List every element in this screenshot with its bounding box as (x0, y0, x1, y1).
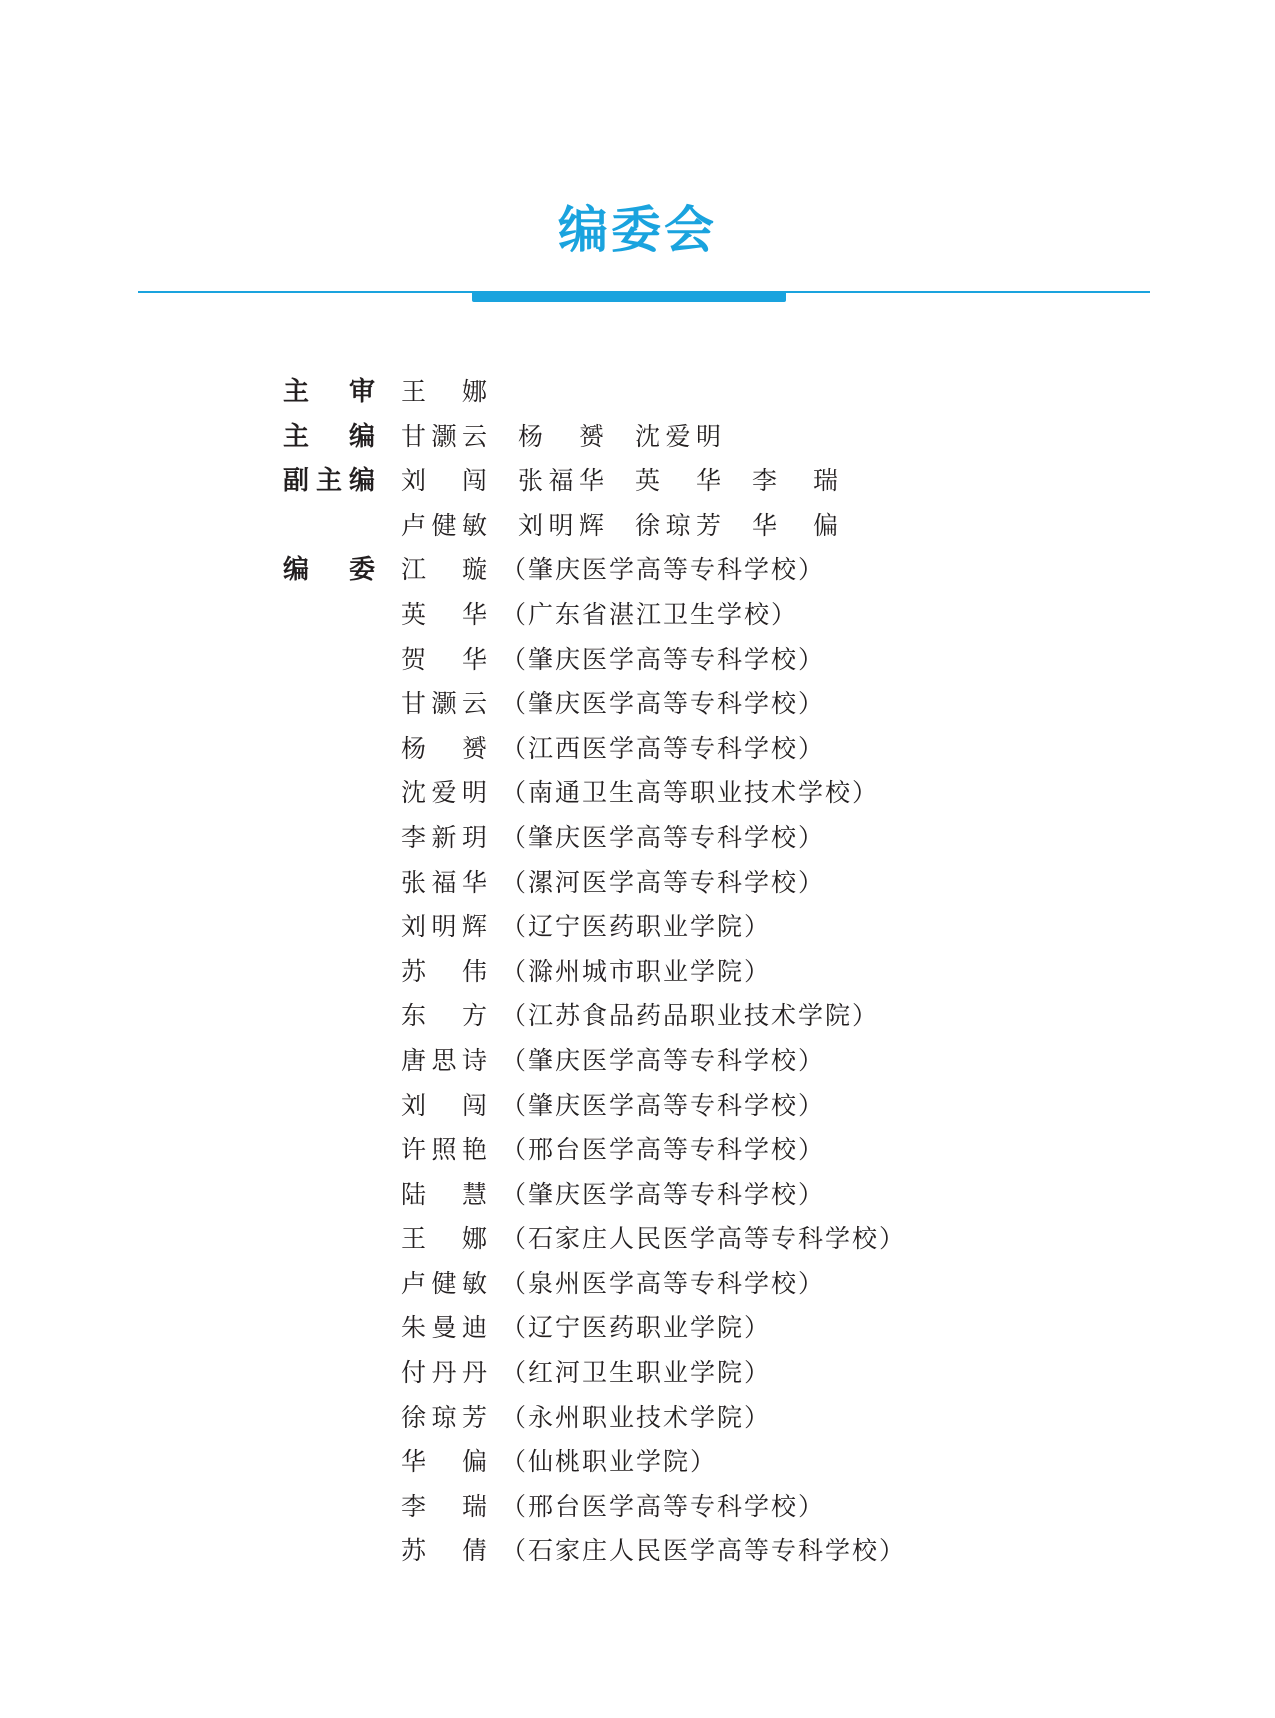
role-label-chief-editor: 主编 (283, 421, 375, 452)
chief-editor-row (283, 415, 983, 460)
page-title: 编委会 (558, 201, 717, 259)
member-name: 李 瑞 (401, 1491, 487, 1521)
board-member-row (283, 1039, 983, 1084)
member-institution: （漯河医学高等专科学校） (501, 867, 826, 897)
member-institution: （泉州医学高等专科学校） (501, 1268, 826, 1298)
board-member-row (283, 638, 983, 683)
member-name: 苏 伟 (401, 956, 487, 986)
member-institution: （肇庆医学高等专科学校） (501, 822, 826, 852)
board-member-row (283, 1128, 983, 1173)
member-name: 刘明辉 (401, 912, 487, 942)
member-institution: （仙桃职业学院） (501, 1447, 718, 1477)
member-name: 贺 华 (401, 644, 487, 674)
member-institution: （石家庄人民医学高等专科学校） (501, 1224, 907, 1254)
member-institution: （红河卫生职业学院） (501, 1358, 772, 1388)
member-name: 许照艳 (401, 1135, 487, 1165)
chief-editor-names (401, 415, 721, 460)
board-member-row (283, 950, 983, 995)
member-institution: （肇庆医学高等专科学校） (501, 644, 826, 674)
role-label-deputy-editor: 副主编 (283, 466, 375, 497)
board-member-row (283, 682, 983, 727)
member-name: 江 璇 (401, 555, 487, 585)
person-name: 刘明辉 (518, 510, 604, 540)
board-member-row (283, 1262, 983, 1307)
board-member-row (283, 1351, 983, 1396)
member-name: 唐思诗 (401, 1045, 487, 1075)
member-institution: （永州职业技术学院） (501, 1402, 772, 1432)
member-name: 甘灏云 (401, 689, 487, 719)
member-institution: （肇庆医学高等专科学校） (501, 689, 826, 719)
board-member-row (283, 1173, 983, 1218)
member-name: 英 华 (401, 599, 487, 629)
board-member-row (283, 1529, 983, 1574)
person-name: 李 瑞 (752, 466, 838, 496)
board-member-row (283, 1217, 983, 1262)
board-member-row (283, 1485, 983, 1530)
person-name: 卢健敏 (401, 510, 487, 540)
person-name: 华 偏 (752, 510, 838, 540)
person-name: 英 华 (635, 466, 721, 496)
member-institution: （江苏食品药品职业技术学院） (501, 1001, 880, 1031)
member-name: 李新玥 (401, 822, 487, 852)
member-name: 徐琼芳 (401, 1402, 487, 1432)
member-name: 付丹丹 (401, 1358, 487, 1388)
member-name: 东 方 (401, 1001, 487, 1031)
member-institution: （辽宁医药职业学院） (501, 1313, 772, 1343)
member-institution: （邢台医学高等专科学校） (501, 1135, 826, 1165)
member-institution: （肇庆医学高等专科学校） (501, 1090, 826, 1120)
deputy-editor-names-continued (401, 504, 838, 549)
member-institution: （广东省湛江卫生学校） (501, 599, 799, 629)
board-member-row (283, 1084, 983, 1129)
member-name: 华 偏 (401, 1447, 487, 1477)
deputy-editor-row (283, 459, 983, 504)
member-institution: （江西医学高等专科学校） (501, 733, 826, 763)
board-member-row (283, 1306, 983, 1351)
board-member-row (283, 548, 983, 593)
member-name: 王 娜 (401, 1224, 487, 1254)
member-name: 朱曼迪 (401, 1313, 487, 1343)
member-name: 卢健敏 (401, 1268, 487, 1298)
member-name: 杨 赟 (401, 733, 487, 763)
person-name: 沈爱明 (635, 421, 721, 451)
board-member-row (283, 1440, 983, 1485)
board-member-row (283, 816, 983, 861)
board-member-row (283, 1396, 983, 1441)
role-label-editorial-board: 编委 (283, 555, 375, 586)
chief-reviewer-names (401, 370, 487, 415)
board-member-row (283, 905, 983, 950)
person-name: 甘灏云 (401, 421, 487, 451)
title-divider-accent-bar (472, 293, 786, 302)
person-name: 杨 赟 (518, 421, 604, 451)
member-institution: （石家庄人民医学高等专科学校） (501, 1536, 907, 1566)
member-institution: （邢台医学高等专科学校） (501, 1491, 826, 1521)
board-member-row (283, 593, 983, 638)
member-name: 刘 闯 (401, 1090, 487, 1120)
member-name: 张福华 (401, 867, 487, 897)
board-member-row (283, 994, 983, 1039)
committee-list (283, 370, 983, 1574)
person-name: 刘 闯 (401, 466, 487, 496)
member-institution: （南通卫生高等职业技术学校） (501, 778, 880, 808)
deputy-editor-row-continued (283, 504, 983, 549)
member-institution: （肇庆医学高等专科学校） (501, 1045, 826, 1075)
member-name: 陆 慧 (401, 1179, 487, 1209)
person-name: 王 娜 (401, 377, 487, 406)
deputy-editor-names (401, 459, 838, 504)
chief-reviewer-row (283, 370, 983, 415)
board-member-row (283, 771, 983, 816)
person-name: 徐琼芳 (635, 510, 721, 540)
member-institution: （辽宁医药职业学院） (501, 912, 772, 942)
member-institution: （滁州城市职业学院） (501, 956, 772, 986)
member-name: 苏 倩 (401, 1536, 487, 1566)
person-name: 张福华 (518, 466, 604, 496)
member-institution: （肇庆医学高等专科学校） (501, 1179, 826, 1209)
member-name: 沈爱明 (401, 778, 487, 808)
member-institution: （肇庆医学高等专科学校） (501, 555, 826, 585)
board-member-row (283, 727, 983, 772)
role-label-chief-reviewer: 主审 (283, 377, 375, 407)
board-member-row (283, 861, 983, 906)
